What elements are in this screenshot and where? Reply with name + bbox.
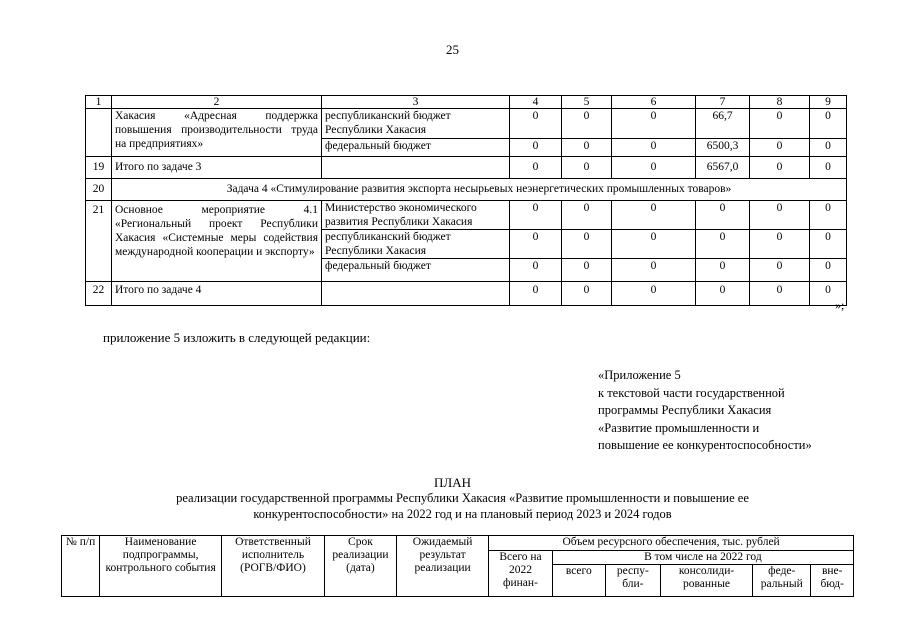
table-header-row [86,96,847,109]
col-header-consolidated: консолиди-рованные [660,565,752,597]
value-cell: 0 [810,109,847,139]
col-header: 5 [562,96,612,109]
value-cell: 0 [510,139,562,157]
col-header-republican: респу-бли- [605,565,660,597]
col-header: 2 [112,96,322,109]
row-number [86,109,112,157]
col-header-responsible: Ответственный исполнитель (РОГВ/ФИО) [222,536,325,597]
value-cell: 0 [750,139,810,157]
funding-source [322,282,510,306]
col-header: 1 [86,96,112,109]
row-name: Итого по задаче 4 [112,282,322,306]
value-cell: 0 [810,282,847,306]
value-cell: 0 [510,282,562,306]
col-header-including: В том числе на 2022 год [552,551,853,565]
plan-table [61,535,854,597]
appendix-caption [598,367,812,455]
value-cell: 6500,3 [696,139,750,157]
value-cell: 0 [612,109,696,139]
plan-title: ПЛАН [434,475,471,490]
value-cell: 0 [612,157,696,179]
row-name: Основное мероприятие 4.1 «Региональный проект Республики Хакасия «Системные меры содействия международной кооперации и экспорту» [112,201,322,282]
value-cell: 66,7 [696,109,750,139]
value-cell: 0 [510,109,562,139]
col-header-all: всего [552,565,605,597]
table-row [86,109,847,139]
table-row [86,157,847,179]
table-row [86,179,847,201]
appendix-line: к текстовой части государственной [598,385,785,400]
row-name: Хакасия «Адресная поддержка повышения производительности труда на предприятиях» [112,109,322,157]
value-cell: 0 [612,230,696,259]
row-number: 19 [86,157,112,179]
table-row [86,201,847,230]
value-cell: 0 [750,157,810,179]
value-cell: 0 [696,259,750,282]
value-cell: 0 [810,201,847,230]
closing-quote-mark: »; [835,298,845,312]
row-number: 20 [86,179,112,201]
value-cell: 0 [562,109,612,139]
row-name: Итого по задаче 3 [112,157,322,179]
page-number: 25 [446,42,459,57]
col-header-extrabudget: вне-бюд- [811,565,854,597]
value-cell: 0 [612,282,696,306]
value-cell: 0 [810,230,847,259]
col-header-name: Наименование подпрограммы, контрольного события [100,536,222,597]
value-cell: 0 [696,282,750,306]
funding-source: федеральный бюджет [322,259,510,282]
col-header: 9 [810,96,847,109]
col-header-result: Ожидаемый результат реализации [396,536,488,597]
value-cell: 0 [612,259,696,282]
value-cell: 0 [750,259,810,282]
funding-source: республиканский бюджет Республики Хакасия [322,109,510,139]
value-cell: 0 [510,201,562,230]
col-header-federal: феде-ральный [753,565,811,597]
value-cell: 0 [562,157,612,179]
row-number: 22 [86,282,112,306]
value-cell: 0 [810,139,847,157]
appendix-line: программы Республики Хакасия [598,403,772,417]
value-cell: 0 [562,201,612,230]
value-cell: 0 [562,230,612,259]
col-header-term: Срок реализации (дата) [324,536,396,597]
value-cell: 0 [750,201,810,230]
value-cell: 0 [750,282,810,306]
col-header: 4 [510,96,562,109]
appendix-line: «Приложение 5 [598,368,681,382]
funding-source: Министерство экономического развития Республики Хакасия [322,201,510,230]
value-cell: 0 [696,201,750,230]
plan-subtitle-line: реализации государственной программы Республики Хакасия «Развитие промышленности и повышение ее [176,491,749,505]
col-header: 6 [612,96,696,109]
value-cell: 0 [810,157,847,179]
appendix-line: повышение ее конкурентоспособности» [598,438,812,452]
budget-table [85,95,847,306]
value-cell: 0 [510,157,562,179]
task-heading: Задача 4 «Стимулирование развития экспорта несырьевых неэнергетических промышленных товаров» [112,179,847,201]
col-header-num: № п/п [62,536,100,597]
funding-source: республиканский бюджет Республики Хакасия [322,230,510,259]
funding-source: федеральный бюджет [322,139,510,157]
col-header-resources: Объем ресурсного обеспечения, тыс. рублей [489,536,854,551]
value-cell: 0 [696,230,750,259]
value-cell: 0 [750,230,810,259]
row-number: 21 [86,201,112,282]
col-header-total: Всего на 2022 финан- [489,551,553,597]
value-cell: 0 [810,259,847,282]
value-cell: 0 [562,259,612,282]
col-header: 3 [322,96,510,109]
table-row [86,282,847,306]
col-header: 7 [696,96,750,109]
value-cell: 0 [562,139,612,157]
amendment-statement: приложение 5 изложить в следующей редакции: [103,330,371,345]
value-cell: 0 [510,259,562,282]
value-cell: 0 [612,139,696,157]
funding-source [322,157,510,179]
value-cell: 0 [612,201,696,230]
plan-subtitle-line: конкурентоспособности» на 2022 год и на плановый период 2023 и 2024 годов [253,507,672,521]
value-cell: 0 [562,282,612,306]
value-cell: 0 [510,230,562,259]
value-cell: 0 [750,109,810,139]
appendix-line: «Развитие промышленности и [598,420,760,435]
col-header: 8 [750,96,810,109]
value-cell: 6567,0 [696,157,750,179]
plan-subtitle [80,490,845,522]
